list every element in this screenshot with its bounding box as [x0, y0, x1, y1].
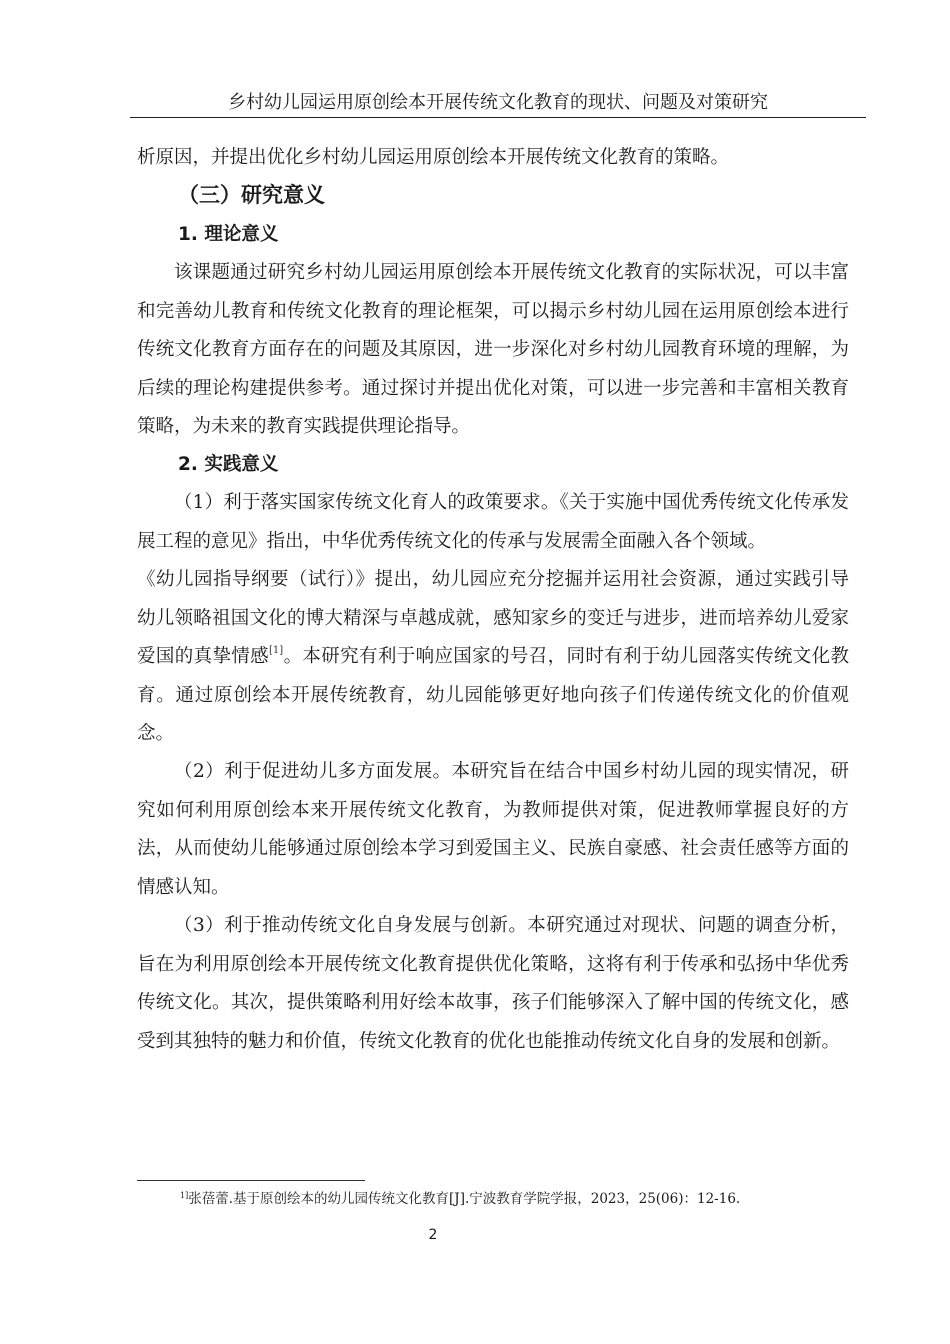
- practice-paragraph-2: [137, 753, 849, 907]
- theory-paragraph: [137, 254, 849, 447]
- footnote: [180, 1189, 860, 1209]
- practice-p1-a: （1）利于落实国家传统文化育人的政策要求。《关于实施中国优秀传统文化传承发展工程的意见》指出，中华优秀传统文化的传承与发展需全面融入各个领域。: [137, 492, 849, 552]
- practice-p2-text: （2）利于促进幼儿多方面发展。本研究旨在结合中国乡村幼儿园的现实情况，研究如何利用原创绘本来开展传统文化教育，为教师提供对策，促进教师掌握良好的方法，从而使幼儿能够通过原创绘本学习到爱国主义、民族自豪感、社会责任感等方面的情感认知。: [137, 761, 849, 898]
- footnote-rule: [137, 1180, 365, 1181]
- section-title: （三）研究意义: [178, 183, 325, 207]
- practice-paragraph-3: [137, 907, 849, 1061]
- practice-p3-text: （3）利于推动传统文化自身发展与创新。本研究通过对现状、问题的调查分析，旨在为利用原创绘本开展传统文化教育提供优化策略，这将有利于传承和弘扬中华优秀传统文化。其次，提供策略利用好绘本故事，孩子们能够深入了解中国的传统文化，感受到其独特的魅力和价值，传统文化教育的优化也能推动传统文化自身的发展和创新。: [137, 915, 849, 1052]
- continuation-text: 析原因，并提出优化乡村幼儿园运用原创绘本开展传统文化教育的策略。: [137, 147, 730, 168]
- running-header: 乡村幼儿园运用原创绘本开展传统文化教育的现状、问题及对策研究: [228, 92, 768, 113]
- practice-p1-c: 。本研究有利于响应国家的号召，同时有利于幼儿园落实传统文化教育。通过原创绘本开展传统教育，幼儿园能够更好地向孩子们传递传统文化的价值观念。: [137, 646, 849, 744]
- practice-p1-second: [137, 561, 849, 754]
- continuation-paragraph: [137, 139, 849, 178]
- citation-ref: [1]: [269, 645, 284, 656]
- theory-text: 该课题通过研究乡村幼儿园运用原创绘本开展传统文化教育的实际状况，可以丰富和完善幼儿教育和传统文化教育的理论框架，可以揭示乡村幼儿园在运用原创绘本进行传统文化教育方面存在的问题及其原因，进一步深化对乡村幼儿园教育环境的理解，为后续的理论构建提供参考。通过探讨并提出优化对策，可以进一步完善和丰富相关教育策略，为未来的教育实践提供理论指导。: [137, 262, 849, 437]
- practice-paragraph-1: [137, 484, 849, 754]
- practice-heading: 2. 实践意义: [178, 454, 279, 475]
- practice-p1-b: 《幼儿园指导纲要（试行）》提出，幼儿园应充分挖掘并运用社会资源，通过实践引导幼儿领略祖国文化的博大精深与卓越成就，感知家乡的变迁与进步，进而培养幼儿爱家爱国的真挚情感: [137, 569, 849, 667]
- footnote-text: 张蓓蕾.基于原创绘本的幼儿园传统文化教育[J].宁波教育学院学报，2023，25(06)：12-16.: [188, 1191, 741, 1207]
- page-number: 2: [428, 1227, 438, 1243]
- theory-heading: 1. 理论意义: [178, 224, 279, 245]
- header-rule: [130, 117, 866, 118]
- practice-p1-first: [137, 484, 849, 561]
- footnote-marker: 1]: [180, 1191, 189, 1200]
